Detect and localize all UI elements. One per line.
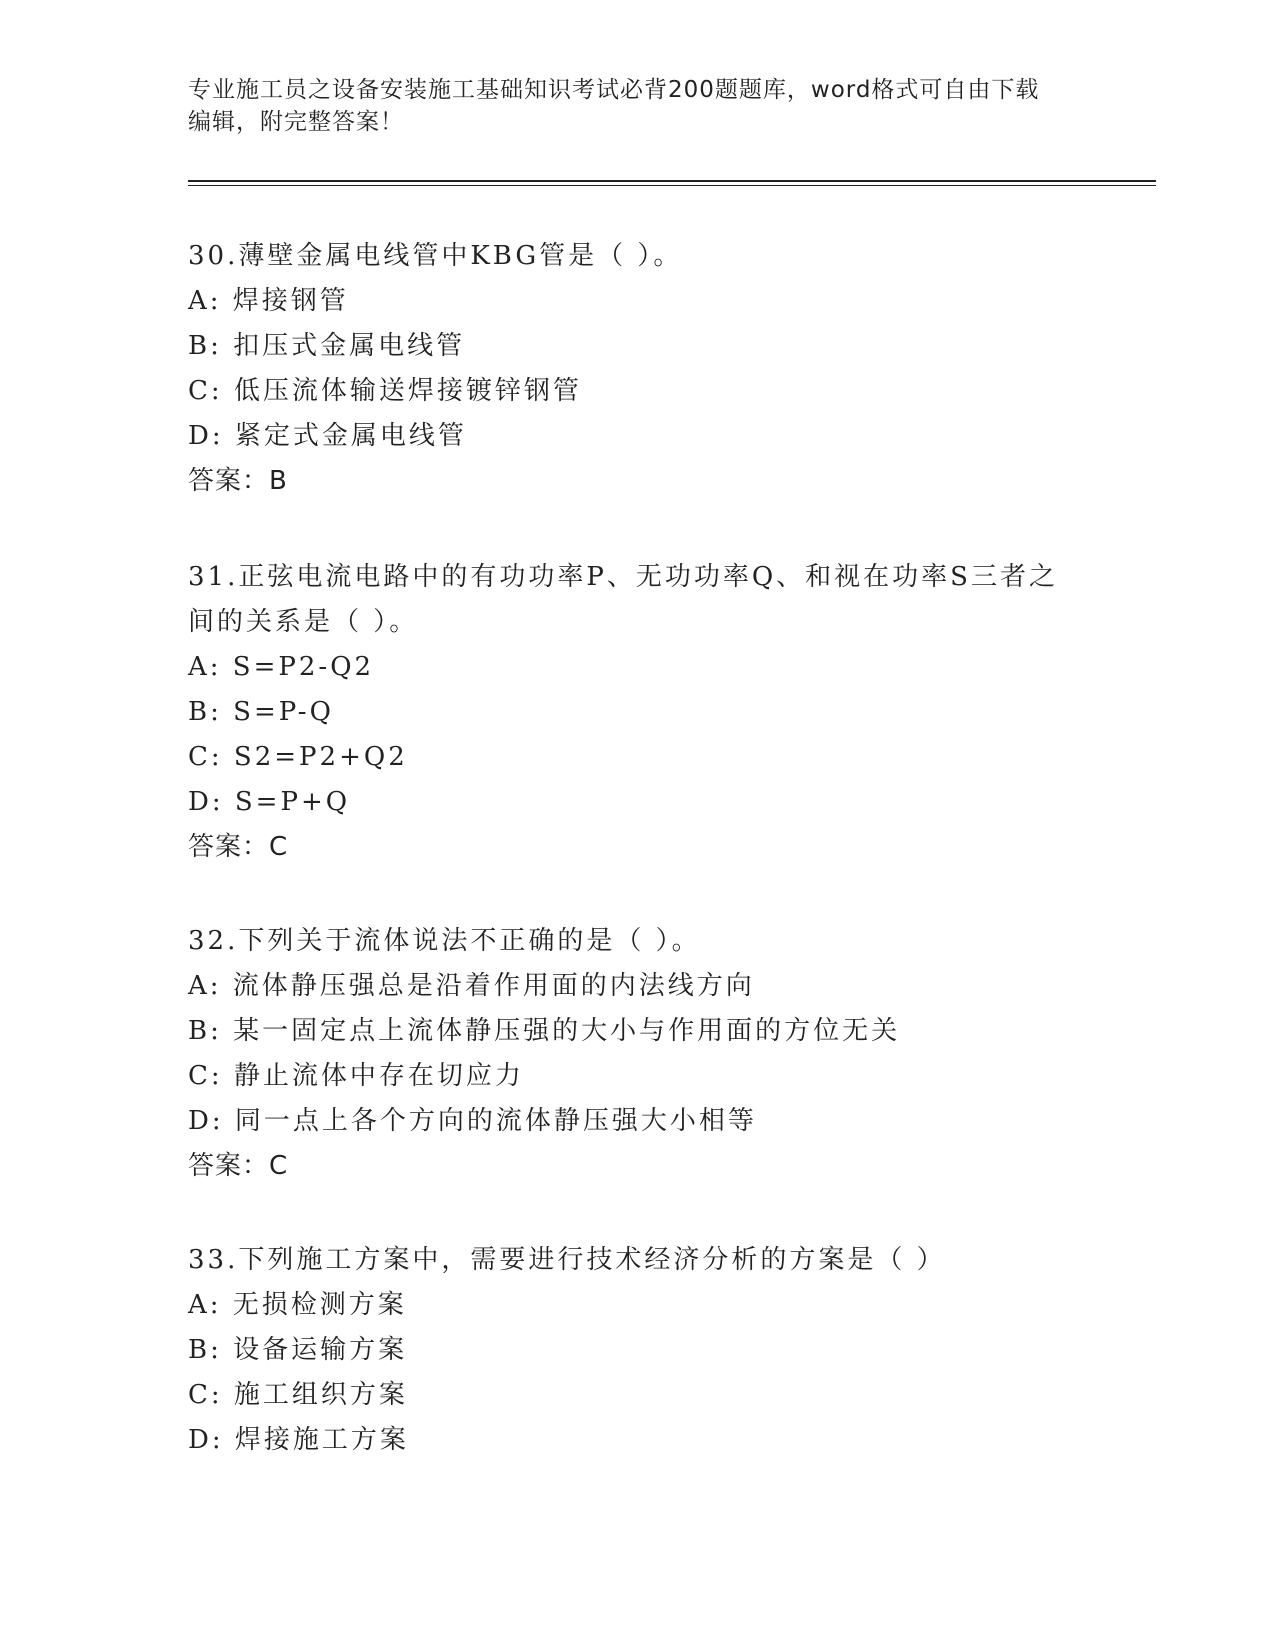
question-30 [188,234,1088,504]
option-c: C: 静止流体中存在切应力 [188,1061,524,1091]
option-a: A: S=P2-Q2 [188,652,375,682]
option-d: D: 紧定式金属电线管 [188,421,467,451]
answer: 答案：C [188,1151,289,1181]
question-33 [188,1238,1088,1463]
option-b: B: S=P-Q [188,697,334,727]
question-stem: 32.下列关于流体说法不正确的是（ ）。 [188,926,701,956]
answer: 答案：B [188,466,288,496]
header-divider-thick [188,180,1156,182]
option-a: A: 无损检测方案 [188,1290,407,1320]
document-header [188,74,1068,138]
question-stem: 33.下列施工方案中，需要进行技术经济分析的方案是（ ） [188,1245,946,1275]
option-d: D: S=P+Q [188,787,351,817]
header-line-2: 编辑，附完整答案！ [188,109,404,135]
option-a: A: 流体静压强总是沿着作用面的内法线方向 [188,971,755,1001]
question-31 [188,555,1088,870]
question-32 [188,919,1088,1189]
option-d: D: 同一点上各个方向的流体静压强大小相等 [188,1106,757,1136]
option-b: B: 设备运输方案 [188,1335,408,1365]
question-stem: 30.薄壁金属电线管中KBG管是（ ）。 [188,241,683,271]
option-d: D: 焊接施工方案 [188,1425,409,1455]
option-a: A: 焊接钢管 [188,286,349,316]
option-c: C: 施工组织方案 [188,1380,408,1410]
option-c: C: 低压流体输送焊接镀锌钢管 [188,376,582,406]
option-c: C: S2=P2+Q2 [188,742,408,772]
option-b: B: 扣压式金属电线管 [188,331,466,361]
option-b: B: 某一固定点上流体静压强的大小与作用面的方位无关 [188,1016,901,1046]
answer: 答案：C [188,832,289,862]
header-line-1: 专业施工员之设备安装施工基础知识考试必背200题题库，word格式可自由下载 [188,77,1040,103]
question-stem-line-2: 间的关系是（ ）。 [188,607,419,637]
question-stem-line-1: 31.正弦电流电路中的有功功率P、无功功率Q、和视在功率S三者之 [188,562,1058,592]
header-divider-thin [188,185,1156,186]
